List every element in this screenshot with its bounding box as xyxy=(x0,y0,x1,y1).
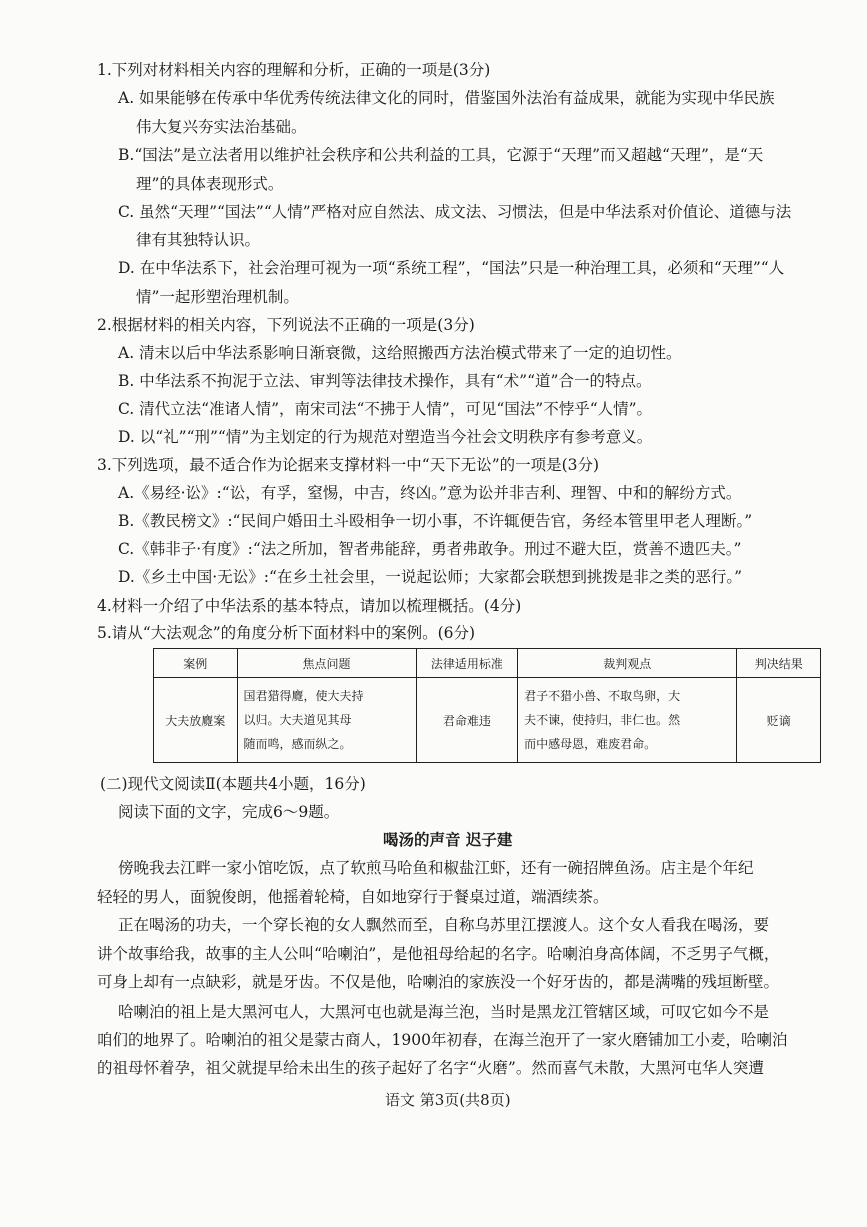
question-3-option-b: B.《教民榜文》:“民间户婚田土斗殴相争一切小事，不许辄便告官，务经本管里甲老人理断。” xyxy=(118,512,753,530)
article-line: 傍晚我去江畔一家小馆吃饭，点了软煎马哈鱼和椒盐江虾，还有一碗招牌鱼汤。店主是个年纪 xyxy=(118,859,754,877)
article-line: 咱们的地界了。哈喇泊的祖父是蒙古商人，1900年初春，在海兰泡开了一家火磨铺加工小麦，哈喇泊 xyxy=(97,1031,788,1049)
table-cell-case: 大夫放麑案 xyxy=(154,678,238,763)
question-2-option-a: A. 清末以后中华法系影响日渐衰微，这给照搬西方法治模式带来了一定的迫切性。 xyxy=(118,344,682,362)
article-title: 喝汤的声音 迟子建 xyxy=(383,830,513,849)
question-3-stem: 3.下列选项，最不适合作为论据来支撑材料一中“天下无讼”的一项是(3分) xyxy=(97,456,600,474)
question-2-option-d: D. 以“礼”“刑”“情”为主划定的行为规范对塑造当今社会文明秩序有参考意义。 xyxy=(118,428,653,446)
section-2-instruction: 阅读下面的文字，完成6～9题。 xyxy=(118,803,340,821)
table-header-case: 案例 xyxy=(154,649,238,678)
article-line: 正在喝汤的功夫，一个穿长袍的女人飘然而至，自称乌苏里江摆渡人。这个女人看我在喝汤，要 xyxy=(118,916,770,934)
question-3-option-d: D.《乡土中国·无讼》:“在乡土社会里，一说起讼师；大家都会联想到挑拨是非之类的恶行。” xyxy=(118,568,743,586)
page-footer: 语文 第3页(共8页) xyxy=(385,1091,511,1109)
question-1-option-c-cont: 律有其独特认识。 xyxy=(136,231,261,249)
question-1-option-d: D. 在中华法系下，社会治理可视为一项“系统工程”，“国法”只是一种治理工具，必须和“天理”“人 xyxy=(118,259,785,277)
question-2-option-b: B. 中华法系不拘泥于立法、审判等法律技术操作，具有“术”“道”合一的特点。 xyxy=(118,372,652,390)
issue-line: 国君猎得麑，使大夫持 xyxy=(243,689,364,703)
table-header-result: 判决结果 xyxy=(737,649,821,678)
table-cell-issue xyxy=(237,678,416,763)
article-line: 轻轻的男人，面貌俊朗，他摇着轮椅，自如地穿行于餐桌过道，端酒续茶。 xyxy=(97,888,609,906)
table-header-opinion: 裁判观点 xyxy=(518,649,737,678)
question-1-option-a-cont: 伟大复兴夯实法治基础。 xyxy=(136,118,307,136)
question-2-stem: 2.根据材料的相关内容，下列说法不正确的一项是(3分) xyxy=(97,316,475,334)
question-1-option-b: B.“国法”是立法者用以维护社会秩序和公共利益的工具，它源于“天理”而又超越“天理”，是“天 xyxy=(118,146,764,164)
question-3-option-c: C.《韩非子·有度》:“法之所加，智者弗能辞，勇者弗敢争。刑过不避大臣，赏善不遗匹夫。” xyxy=(118,540,742,558)
case-table xyxy=(153,648,821,763)
table-header-standard: 法律适用标准 xyxy=(416,649,518,678)
article-line: 哈喇泊的祖上是大黑河屯人，大黑河屯也就是海兰泡，当时是黑龙江管辖区域，可叹它如今不是 xyxy=(118,1003,770,1021)
table-cell-result: 贬谪 xyxy=(737,678,821,763)
table-row xyxy=(154,678,821,763)
article-line: 的祖母怀着孕，祖父就提早给未出生的孩子起好了名字“火磨”。然而喜气未散，大黑河屯华人突遭 xyxy=(97,1059,764,1077)
question-1-option-a: A. 如果能够在传承中华优秀传统法律文化的同时，借鉴国外法治有益成果，就能为实现中华民族 xyxy=(118,89,775,107)
question-1-option-c: C. 虽然“天理”“国法”“人情”严格对应自然法、成文法、习惯法，但是中华法系对价值论、道德与法 xyxy=(118,203,792,221)
article-line: 讲个故事给我，故事的主人公叫“哈喇泊”，是他祖母给起的名字。哈喇泊身高体阔，不乏男子气概， xyxy=(97,945,780,963)
question-4-stem: 4.材料一介绍了中华法系的基本特点，请加以梳理概括。(4分) xyxy=(97,597,522,615)
table-cell-standard: 君命难违 xyxy=(416,678,518,763)
issue-line: 随而鸣，感而纵之。 xyxy=(243,737,352,751)
article-line: 可身上却有一点缺彩，就是牙齿。不仅是他，哈喇泊的家族没一个好牙齿的，都是满嘴的残垣断壁。 xyxy=(97,973,780,991)
question-1-option-d-cont: 情”一起形塑治理机制。 xyxy=(136,288,299,306)
table-header-row xyxy=(154,649,821,678)
opinion-line: 而中感母恩，难废君命。 xyxy=(524,737,657,751)
question-1-option-b-cont: 理”的具体表现形式。 xyxy=(136,175,284,193)
question-3-option-a: A.《易经·讼》:“讼，有孚，窒惕，中吉，终凶。”意为讼并非吉利、理智、中和的解纷方式。 xyxy=(118,484,742,502)
opinion-line: 君子不猎小兽、不取鸟卵，大 xyxy=(524,689,681,703)
question-2-option-c: C. 清代立法“准诸人情”，南宋司法“不拂于人情”，可见“国法”不悖乎“人情”。 xyxy=(118,400,653,418)
issue-line: 以归。大夫道见其母 xyxy=(243,713,352,727)
question-5-stem: 5.请从“大法观念”的角度分析下面材料中的案例。(6分) xyxy=(97,624,476,642)
table-cell-opinion xyxy=(518,678,737,763)
question-1-stem: 1.下列对材料相关内容的理解和分析，正确的一项是(3分) xyxy=(97,61,491,79)
table-header-issue: 焦点问题 xyxy=(237,649,416,678)
opinion-line: 夫不谏，使持归，非仁也。然 xyxy=(524,713,681,727)
section-2-heading: (二)现代文阅读Ⅱ(本题共4小题，16分) xyxy=(100,775,366,793)
